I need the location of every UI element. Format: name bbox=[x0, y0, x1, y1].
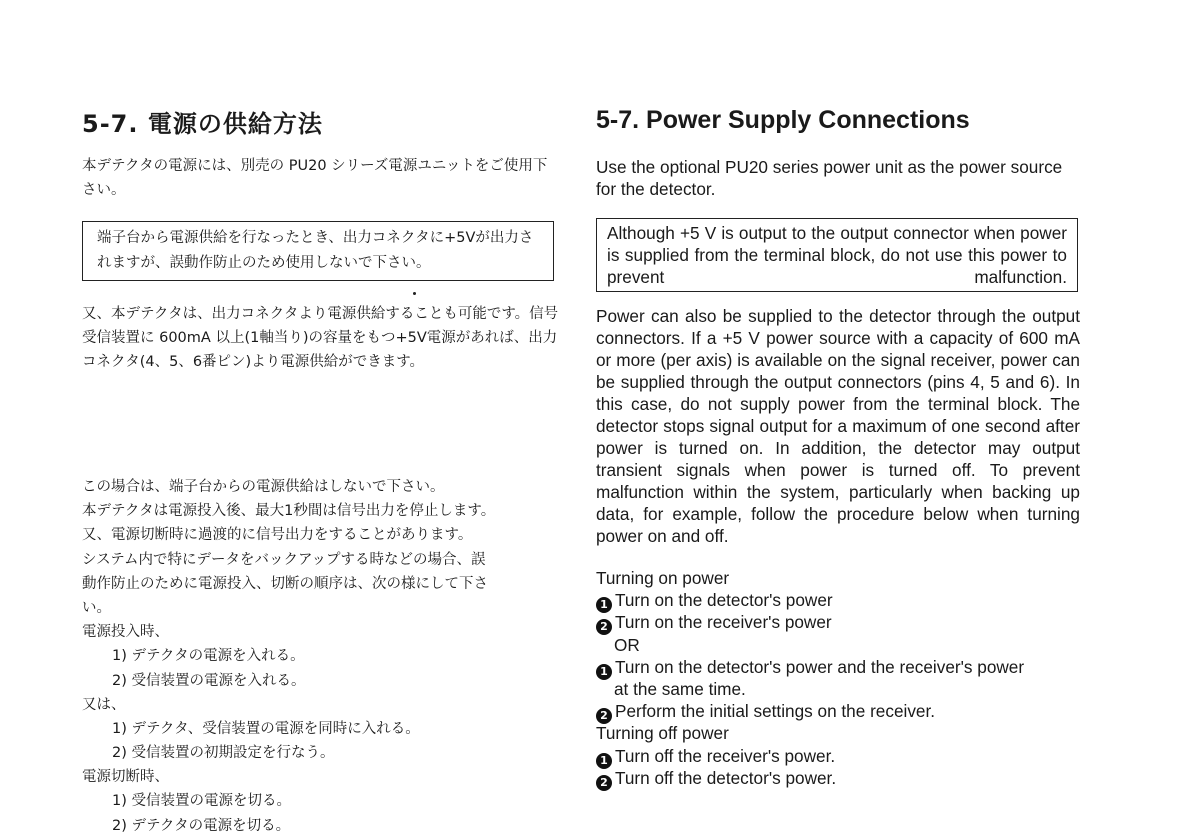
alt-step-2: 2 Perform the initial settings on the receiver. bbox=[596, 700, 1080, 722]
english-section-title: 5-7. Power Supply Connections bbox=[596, 106, 970, 134]
number-2-icon: 2 bbox=[596, 775, 612, 791]
off-step-2: 2 Turn off the detector's power. bbox=[596, 767, 1080, 789]
japanese-step: 1) 受信装置の電源を切る。 bbox=[112, 793, 291, 810]
english-body: Power can also be supplied to the detector through the output connectors. If a +5 V power source with a capacity of 600 mA or more (per axis) is available on the signal receiver, power can be supplied through the output connectors (pins 4, 5 and 6). In this case, do not supply power from the terminal block. The detector stops signal output for a maximum of one second after power is turned on. In addition, the detector may output transient signals when power is turned off. To prevent malfunction within the system, particularly when backing up data, for example, follow the procedure below when turning power on and off. bbox=[596, 306, 1080, 546]
japanese-step: 2) 受信装置の初期設定を行なう。 bbox=[112, 745, 335, 762]
number-1-icon: 1 bbox=[596, 664, 612, 680]
japanese-line: この場合は、端子台からの電源供給はしないで下さい。 bbox=[82, 479, 445, 495]
english-note-box: Although +5 V is output to the output connector when power is supplied from the terminal block, do not use this power to prevent malfunction. bbox=[596, 218, 1078, 292]
english-intro: Use the optional PU20 series power unit as the power source for the detector. bbox=[596, 157, 1063, 199]
on-step-1: 1 Turn on the detector's power bbox=[596, 589, 1080, 611]
japanese-note-box: 端子台から電源供給を行なったとき、出力コネクタに+5Vが出力されますが、誤動作防止のため使用しないで下さい。 bbox=[82, 221, 554, 281]
number-2-icon: 2 bbox=[596, 619, 612, 635]
stray-dot bbox=[413, 292, 416, 295]
off-step-1: 1 Turn off the receiver's power. bbox=[596, 745, 1080, 767]
japanese-step: 1) デテクタ、受信装置の電源を同時に入れる。 bbox=[112, 720, 420, 737]
turning-off-heading: Turning off power bbox=[596, 723, 729, 744]
number-1-icon: 1 bbox=[596, 753, 612, 769]
japanese-line: い。 bbox=[82, 599, 111, 616]
japanese-line: 又、電源切断時に過渡的に信号出力をすることがあります。 bbox=[82, 527, 473, 544]
number-2-icon: 2 bbox=[596, 708, 612, 724]
japanese-step: 2) 受信装置の電源を入れる。 bbox=[112, 672, 306, 689]
japanese-line: 動作防止のために電源投入、切断の順序は、次の様にして下さ bbox=[82, 575, 488, 592]
alt-step-1: 1 Turn on the detector's power and the receiver's power bbox=[596, 656, 1080, 678]
japanese-lines bbox=[82, 475, 560, 838]
japanese-power-on-heading: 電源投入時、 bbox=[82, 624, 169, 641]
japanese-line: 本デテクタは電源投入後、最大1秒間は信号出力を停止します。 bbox=[82, 503, 496, 520]
japanese-step: 2) デテクタの電源を切る。 bbox=[112, 817, 291, 834]
turning-on-heading: Turning on power bbox=[596, 568, 730, 588]
on-step-2: 2 Turn on the receiver's power bbox=[596, 611, 1080, 633]
japanese-step: 1) デテクタの電源を入れる。 bbox=[112, 648, 305, 665]
japanese-body: 又、本デテクタは、出力コネクタより電源供給することも可能です。信号受信装置に 600mA 以上(1軸当り)の容量をもつ+5V電源があれば、出力コネクタ(4、5、6番ピン)より電源供給ができます。 bbox=[82, 306, 559, 370]
english-lines bbox=[596, 567, 1080, 789]
japanese-line: システム内で特にデータをバックアップする時などの場合、誤 bbox=[82, 551, 486, 568]
japanese-power-off-heading: 電源切断時、 bbox=[82, 769, 169, 786]
number-1-icon: 1 bbox=[596, 597, 612, 613]
japanese-section-title: 5-7. 電源の供給方法 bbox=[82, 110, 323, 138]
alt-step-1-continued: at the same time. bbox=[614, 678, 746, 699]
japanese-intro: 本デテクタの電源には、別売の PU20 シリーズ電源ユニットをご使用下さい。 bbox=[82, 158, 548, 198]
japanese-or-heading: 又は、 bbox=[82, 696, 126, 713]
or-label: OR bbox=[614, 634, 640, 655]
